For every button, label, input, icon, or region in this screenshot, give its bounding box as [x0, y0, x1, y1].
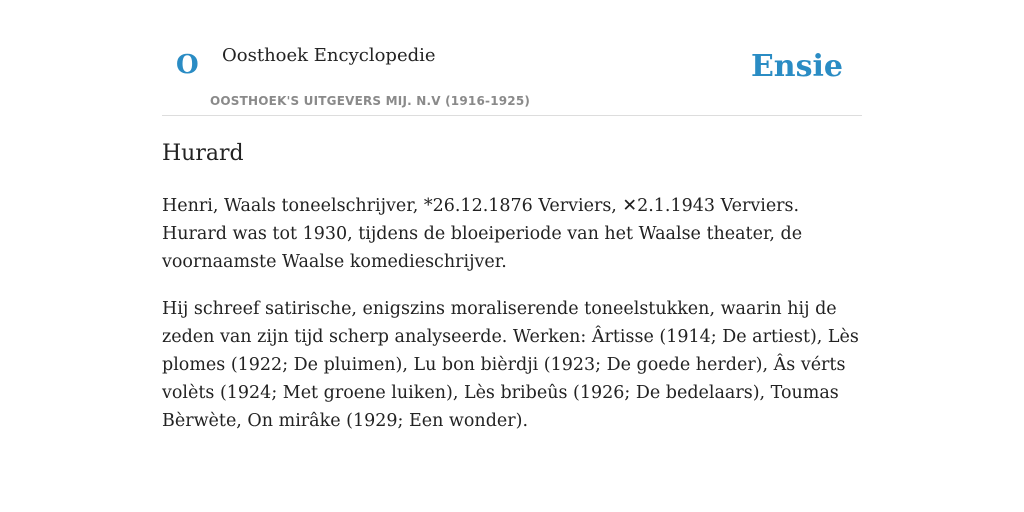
site-logo[interactable]: O — [176, 50, 199, 80]
brand-logo[interactable]: Ensie — [750, 49, 843, 84]
site-header — [162, 0, 862, 116]
article-body — [162, 192, 862, 454]
content-container — [162, 0, 862, 431]
article-paragraph: Henri, Waals toneelschrijver, *26.12.1876 Verviers, ✕2.1.1943 Verviers. Hurard was tot 1930, tijdens de bloeiperiode van het Waalse theater, de voornaamste Waalse komedieschrijver. — [162, 196, 803, 272]
site-title[interactable]: Oosthoek Encyclopedie — [222, 45, 436, 66]
article-paragraph: Hij schreef satirische, enigszins moraliserende toneelstukken, waarin hij de zeden van zijn tijd scherp analyseerde. Werken: Ârtisse (1914; De artiest), Lès plomes (1922; De pluimen), Lu bon bièrdji (1923; De goede herder), Âs vérts volèts (1924; Met groene luiken), Lès bribeûs (1926; De bedelaars), Toumas Bèrwète, On mirâke (1929; Een wonder). — [162, 299, 859, 431]
site-subtitle: OOSTHOEK'S UITGEVERS MIJ. N.V (1916-1925) — [210, 94, 531, 108]
article-title: Hurard — [162, 141, 244, 166]
